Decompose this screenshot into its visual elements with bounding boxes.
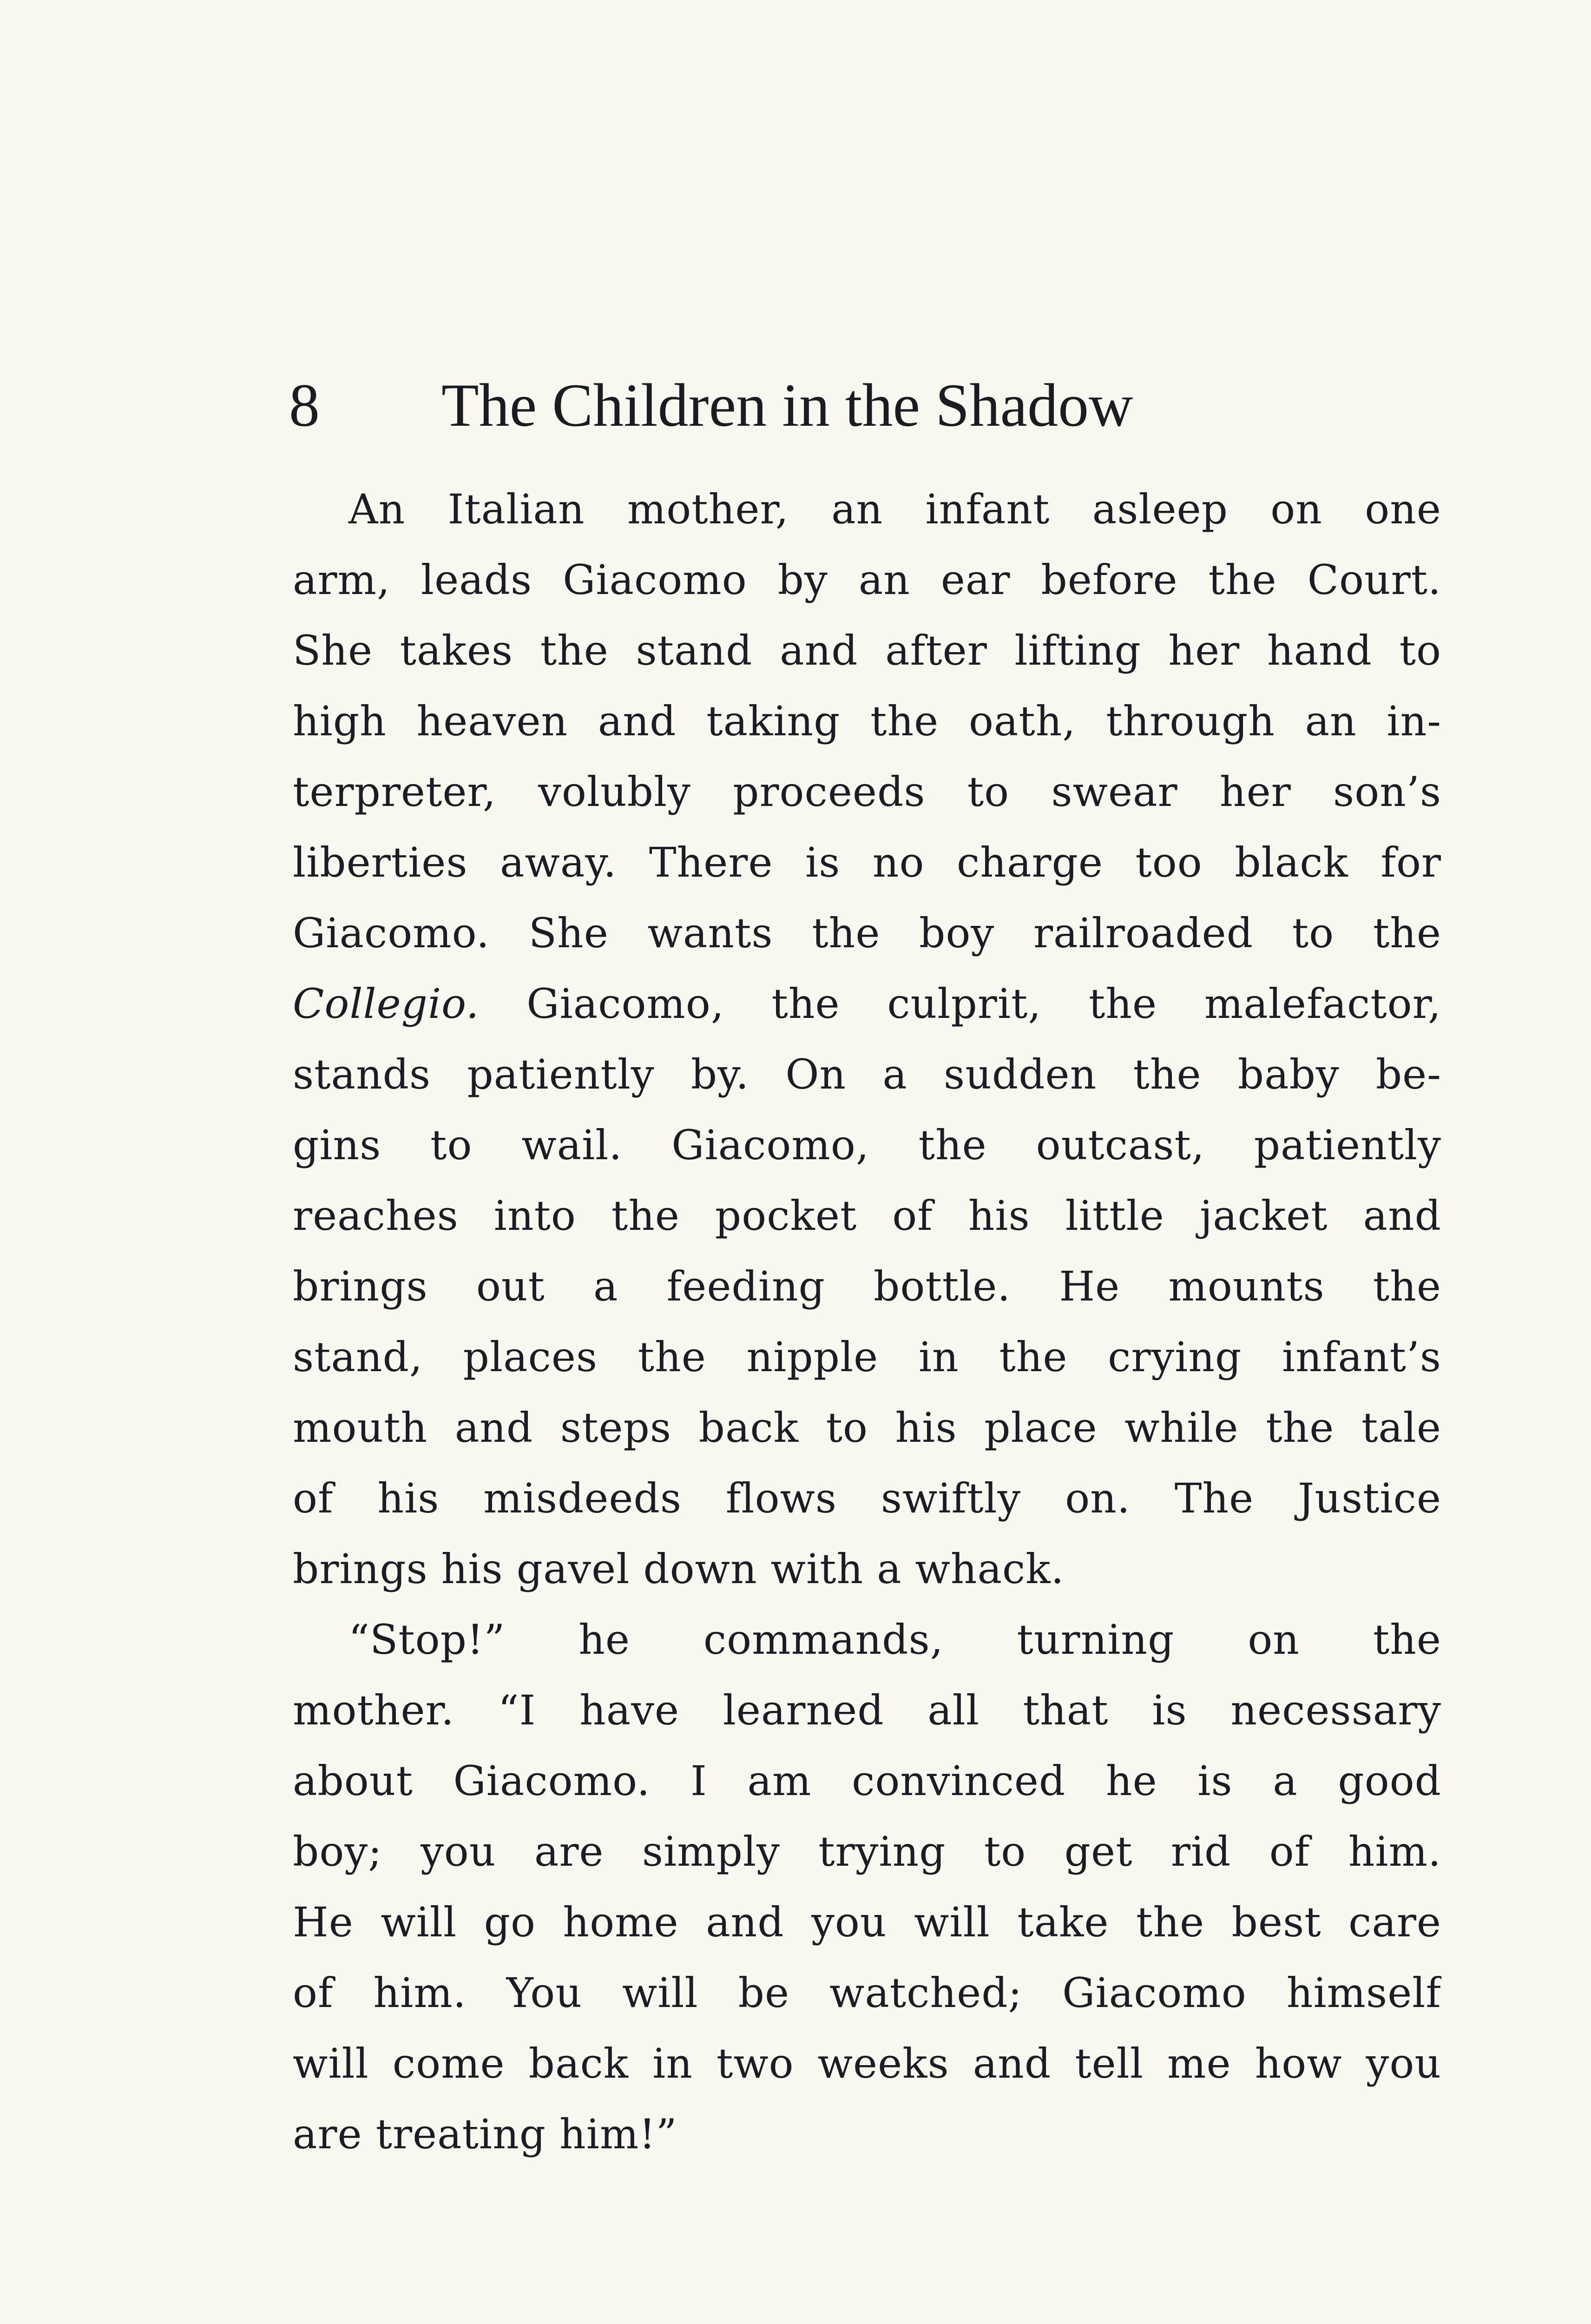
text-line: liberties away. There is no charge too black for [293, 838, 1441, 886]
paragraph-2 [293, 1604, 1441, 2170]
text-line: “Stop!” he commands, turning on the [348, 1616, 1441, 1664]
text-line: He will go home and you will take the best care [293, 1898, 1441, 1946]
text-line: An Italian mother, an infant asleep on one [348, 485, 1441, 533]
text-line: terpreter, volubly proceeds to swear her son’s [293, 768, 1441, 816]
text-line: arm, leads Giacomo by an ear before the Court. [293, 556, 1441, 604]
italic-word: Collegio. [293, 980, 480, 1028]
line-rest: Giacomo, the culprit, the malefactor, [479, 980, 1441, 1028]
text-line: brings his gavel down with a whack. [293, 1545, 1065, 1593]
text-line: are treating him!” [293, 2110, 677, 2158]
text-line: will come back in two weeks and tell me how you [293, 2040, 1441, 2087]
text-line: stands patiently by. On a sudden the baby be- [293, 1050, 1441, 1098]
text-line: mother. “I have learned all that is necessary [293, 1686, 1441, 1734]
text-line: of his misdeeds flows swiftly on. The Justice [293, 1474, 1441, 1522]
text-line: boy; you are simply trying to get rid of him. [293, 1828, 1441, 1875]
running-title: The Children in the Shadow [441, 371, 1133, 439]
text-line: reaches into the pocket of his little jacket and [293, 1192, 1441, 1240]
text-line: about Giacomo. I am convinced he is a good [293, 1757, 1441, 1805]
text-line: of him. You will be watched; Giacomo himself [293, 1969, 1441, 2017]
page-number: 8 [289, 371, 320, 439]
text-line [293, 969, 1441, 1039]
text-line: gins to wail. Giacomo, the outcast, patiently [293, 1121, 1441, 1169]
body-text [293, 474, 1441, 2170]
paragraph-1 [293, 474, 1441, 1604]
text-line: mouth and steps back to his place while the tale [293, 1404, 1441, 1452]
text-line: She takes the stand and after lifting her hand to [293, 627, 1441, 674]
text-line: stand, places the nipple in the crying infant’s [293, 1333, 1441, 1381]
text-line: brings out a feeding bottle. He mounts the [293, 1262, 1441, 1310]
text-line: Giacomo. She wants the boy railroaded to the [293, 909, 1441, 957]
page-header [289, 359, 1274, 452]
text-line: high heaven and taking the oath, through an in- [293, 697, 1441, 745]
